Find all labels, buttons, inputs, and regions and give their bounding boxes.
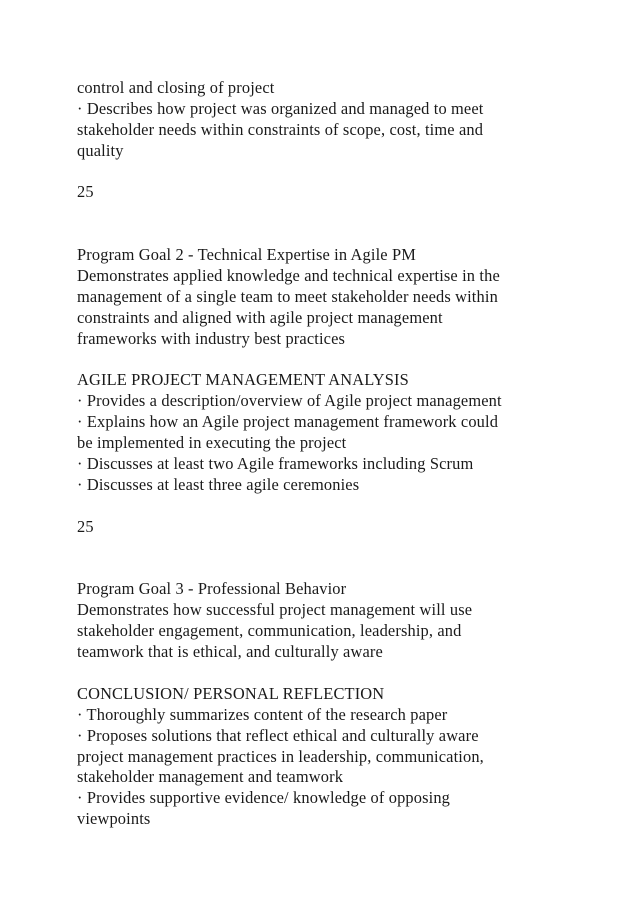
bullet-line: · Discusses at least two Agile frameworks including Scrum (77, 454, 474, 474)
text-line: Demonstrates how successful project management will use (77, 600, 473, 620)
bullet-line: · Discusses at least three agile ceremonies (77, 474, 360, 494)
points-value: 25 (77, 516, 94, 536)
blank-line (77, 224, 617, 245)
blank-line (77, 203, 617, 224)
text-line: quality (77, 140, 124, 160)
blank-line (77, 538, 617, 559)
text-line: Demonstrates applied knowledge and technical expertise in the (77, 266, 500, 286)
bullet-line: · Describes how project was organized and managed to meet (77, 98, 484, 118)
bullet-line: · Explains how an Agile project management framework could (77, 412, 499, 432)
text-line: stakeholder engagement, communication, leadership, and (77, 621, 462, 641)
text-line: control and closing of project (77, 78, 275, 97)
bullet-line: · Proposes solutions that reflect ethical and culturally aware (77, 725, 479, 745)
blank-line (77, 558, 617, 579)
text-line: stakeholder management and teamwork (77, 767, 344, 787)
section-heading: AGILE PROJECT MANAGEMENT ANALYSIS (77, 370, 409, 390)
section-heading: CONCLUSION/ PERSONAL REFLECTION (77, 683, 385, 703)
text-line: be implemented in executing the project (77, 433, 347, 453)
blank-line (77, 162, 617, 183)
bullet-line: · Provides supportive evidence/ knowledge of opposing (77, 788, 451, 808)
program-goal-heading: Program Goal 2 - Technical Expertise in Agile PM (77, 245, 416, 265)
text-line: teamwork that is ethical, and culturally aware (77, 642, 383, 662)
text-line: management of a single team to meet stakeholder needs within (77, 286, 498, 306)
text-line: project management practices in leadership, communication, (77, 746, 484, 766)
bullet-line: · Thoroughly summarizes content of the research paper (77, 704, 448, 724)
text-line: frameworks with industry best practices (77, 328, 346, 348)
program-goal-heading: Program Goal 3 - Professional Behavior (77, 579, 347, 599)
blank-line (77, 496, 617, 517)
points-value: 25 (77, 182, 94, 202)
blank-line (77, 663, 617, 684)
text-line: constraints and aligned with agile project management (77, 307, 443, 327)
bullet-line: · Provides a description/overview of Agile project management (77, 391, 502, 411)
blank-line (77, 350, 617, 371)
text-line: viewpoints (77, 809, 151, 829)
document-body (77, 78, 617, 830)
text-line: stakeholder needs within constraints of scope, cost, time and (77, 119, 484, 139)
